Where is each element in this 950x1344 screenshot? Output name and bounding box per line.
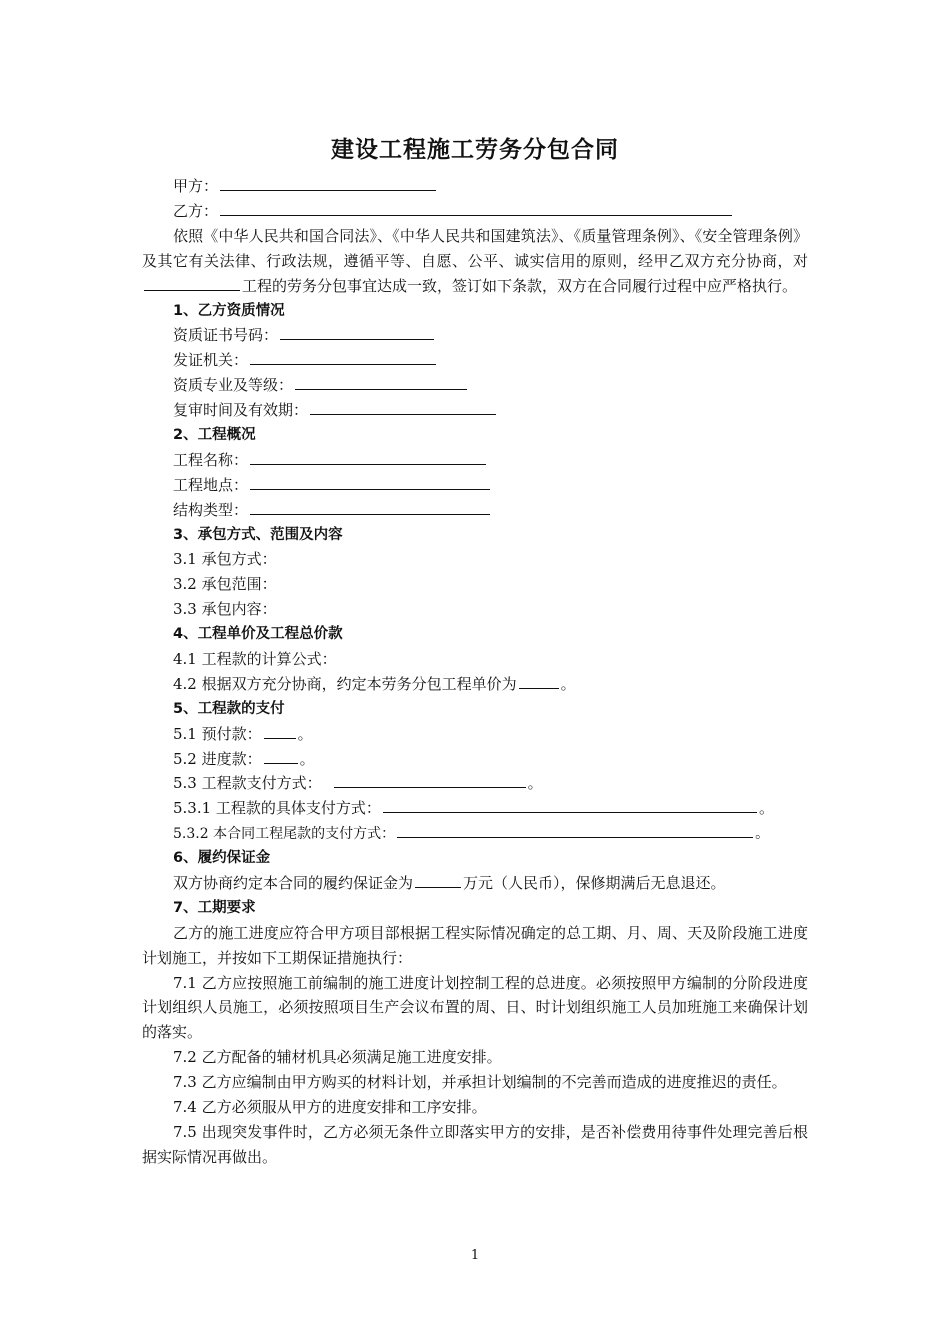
advance-line [142, 722, 808, 747]
unit-price-line [142, 672, 808, 697]
project-location-line [142, 473, 808, 498]
page-title: 建设工程施工劳务分包合同 [331, 137, 619, 163]
contract-body [142, 174, 808, 1170]
deposit-text-2: 万元（人民币），保修期满后无息退还。 [463, 873, 726, 892]
payment-method-blank[interactable] [334, 771, 526, 788]
review-label: 复审时间及有效期： [173, 401, 309, 420]
structure-line [142, 498, 808, 523]
section-4-heading: 4、工程单价及工程总价款 [173, 626, 343, 643]
section-6-heading: 6、履约保证金 [173, 850, 271, 867]
contract-scope-line: 3.2 承包范围： [173, 575, 277, 594]
unit-price-blank[interactable] [519, 672, 559, 689]
project-title-blank[interactable] [250, 448, 486, 465]
payment-detail-line [142, 796, 808, 821]
payment-detail-end: 。 [758, 799, 774, 818]
section-2-heading: 2、工程概况 [173, 426, 256, 443]
grade-label: 资质专业及等级： [173, 376, 294, 395]
grade-blank[interactable] [295, 373, 467, 390]
review-blank[interactable] [310, 398, 496, 415]
deposit-text-1: 双方协商约定本合同的履约保证金为 [173, 873, 414, 892]
payment-detail-blank[interactable] [383, 796, 757, 813]
section-5-heading: 5、工程款的支付 [173, 700, 285, 717]
party-b-line [142, 199, 808, 224]
section-1-heading: 1、乙方资质情况 [173, 302, 285, 319]
final-payment-end: 。 [755, 826, 770, 843]
final-payment-line [142, 821, 808, 846]
payment-method-label: 5.3 工程款支付方式： [173, 774, 322, 793]
advance-blank[interactable] [264, 722, 296, 739]
clause-7-1: 7.1 乙方应按照施工前编制的施工进度计划控制工程的总进度。必须按照甲方编制的分阶段进度计划组织人员施工，必须按照项目生产会议布置的周、日、时计划组织施工人员加班施工来确保计划的落实。 [142, 973, 808, 1042]
grade-line [142, 373, 808, 398]
unit-price-end: 。 [560, 674, 576, 693]
issuer-blank[interactable] [250, 348, 436, 365]
page-number: 1 [470, 1248, 480, 1263]
payment-detail-label: 5.3.1 工程款的具体支付方式： [173, 799, 381, 818]
progress-payment-end: 。 [299, 749, 315, 768]
progress-payment-label: 5.2 进度款： [173, 749, 262, 768]
cert-no-blank[interactable] [280, 323, 434, 340]
advance-label: 5.1 预付款： [173, 724, 262, 743]
final-payment-blank[interactable] [397, 821, 753, 838]
cert-no-line [142, 323, 808, 348]
issuer-line [142, 348, 808, 373]
intro-text-2: 工程的劳务分包事宜达成一致，签订如下条款，双方在合同履行过程中应严格执行。 [242, 276, 798, 295]
party-a-line [142, 174, 808, 199]
party-b-label: 乙方： [173, 201, 219, 220]
advance-end: 。 [297, 724, 313, 743]
section-3-heading: 3、承包方式、范围及内容 [173, 526, 343, 543]
deposit-line [142, 871, 808, 896]
party-a-label: 甲方： [173, 177, 219, 195]
structure-blank[interactable] [250, 498, 490, 515]
clause-7-4: 7.4 乙方必须服从甲方的进度安排和工序安排。 [173, 1098, 487, 1117]
issuer-label: 发证机关： [173, 351, 249, 370]
unit-price-label: 4.2 根据双方充分协商，约定本劳务分包工程单价为 [173, 674, 517, 693]
section-7-heading: 7、工期要求 [173, 899, 256, 916]
cert-no-label: 资质证书号码： [173, 326, 279, 345]
formula-line: 4.1 工程款的计算公式： [173, 649, 337, 668]
schedule-intro: 乙方的施工进度应符合甲方项目部根据工程实际情况确定的总工期、月、周、天及阶段施工进度计划施工，并按如下工期保证措施执行： [142, 923, 808, 967]
progress-payment-blank[interactable] [264, 747, 298, 764]
project-name-label: 工程名称： [173, 450, 249, 469]
final-payment-label: 5.3.2 本合同工程尾款的支付方式： [173, 826, 396, 843]
party-a-blank[interactable] [220, 174, 436, 191]
project-location-label: 工程地点： [173, 475, 249, 494]
contract-content-line: 3.3 承包内容： [173, 600, 277, 619]
deposit-blank[interactable] [415, 871, 461, 888]
progress-payment-line [142, 747, 808, 772]
project-name-line [142, 448, 808, 473]
intro-paragraph [142, 224, 808, 299]
clause-7-2: 7.2 乙方配备的辅材机具必须满足施工进度安排。 [173, 1048, 502, 1067]
payment-method-line [142, 771, 808, 796]
contract-mode-line: 3.1 承包方式： [173, 550, 277, 569]
structure-label: 结构类型： [173, 500, 249, 519]
clause-7-5: 7.5 出现突发事件时，乙方必须无条件立即落实甲方的安排，是否补偿费用待事件处理完善后根据实际情况再做出。 [142, 1123, 808, 1166]
party-b-blank[interactable] [220, 199, 732, 216]
intro-text-1: 依照《中华人民共和国合同法》、《中华人民共和国建筑法》、《质量管理条例》、《安全管理条例》及其它有关法律、行政法规，遵循平等、自愿、公平、诚实信用的原则，经甲乙双方充分协商，对 [142, 226, 808, 270]
payment-method-end: 。 [527, 774, 543, 793]
project-location-blank[interactable] [250, 473, 490, 490]
project-name-blank[interactable] [144, 274, 240, 291]
review-line [142, 398, 808, 423]
clause-7-3: 7.3 乙方应编制由甲方购买的材料计划，并承担计划编制的不完善而造成的进度推迟的责任。 [173, 1073, 787, 1092]
